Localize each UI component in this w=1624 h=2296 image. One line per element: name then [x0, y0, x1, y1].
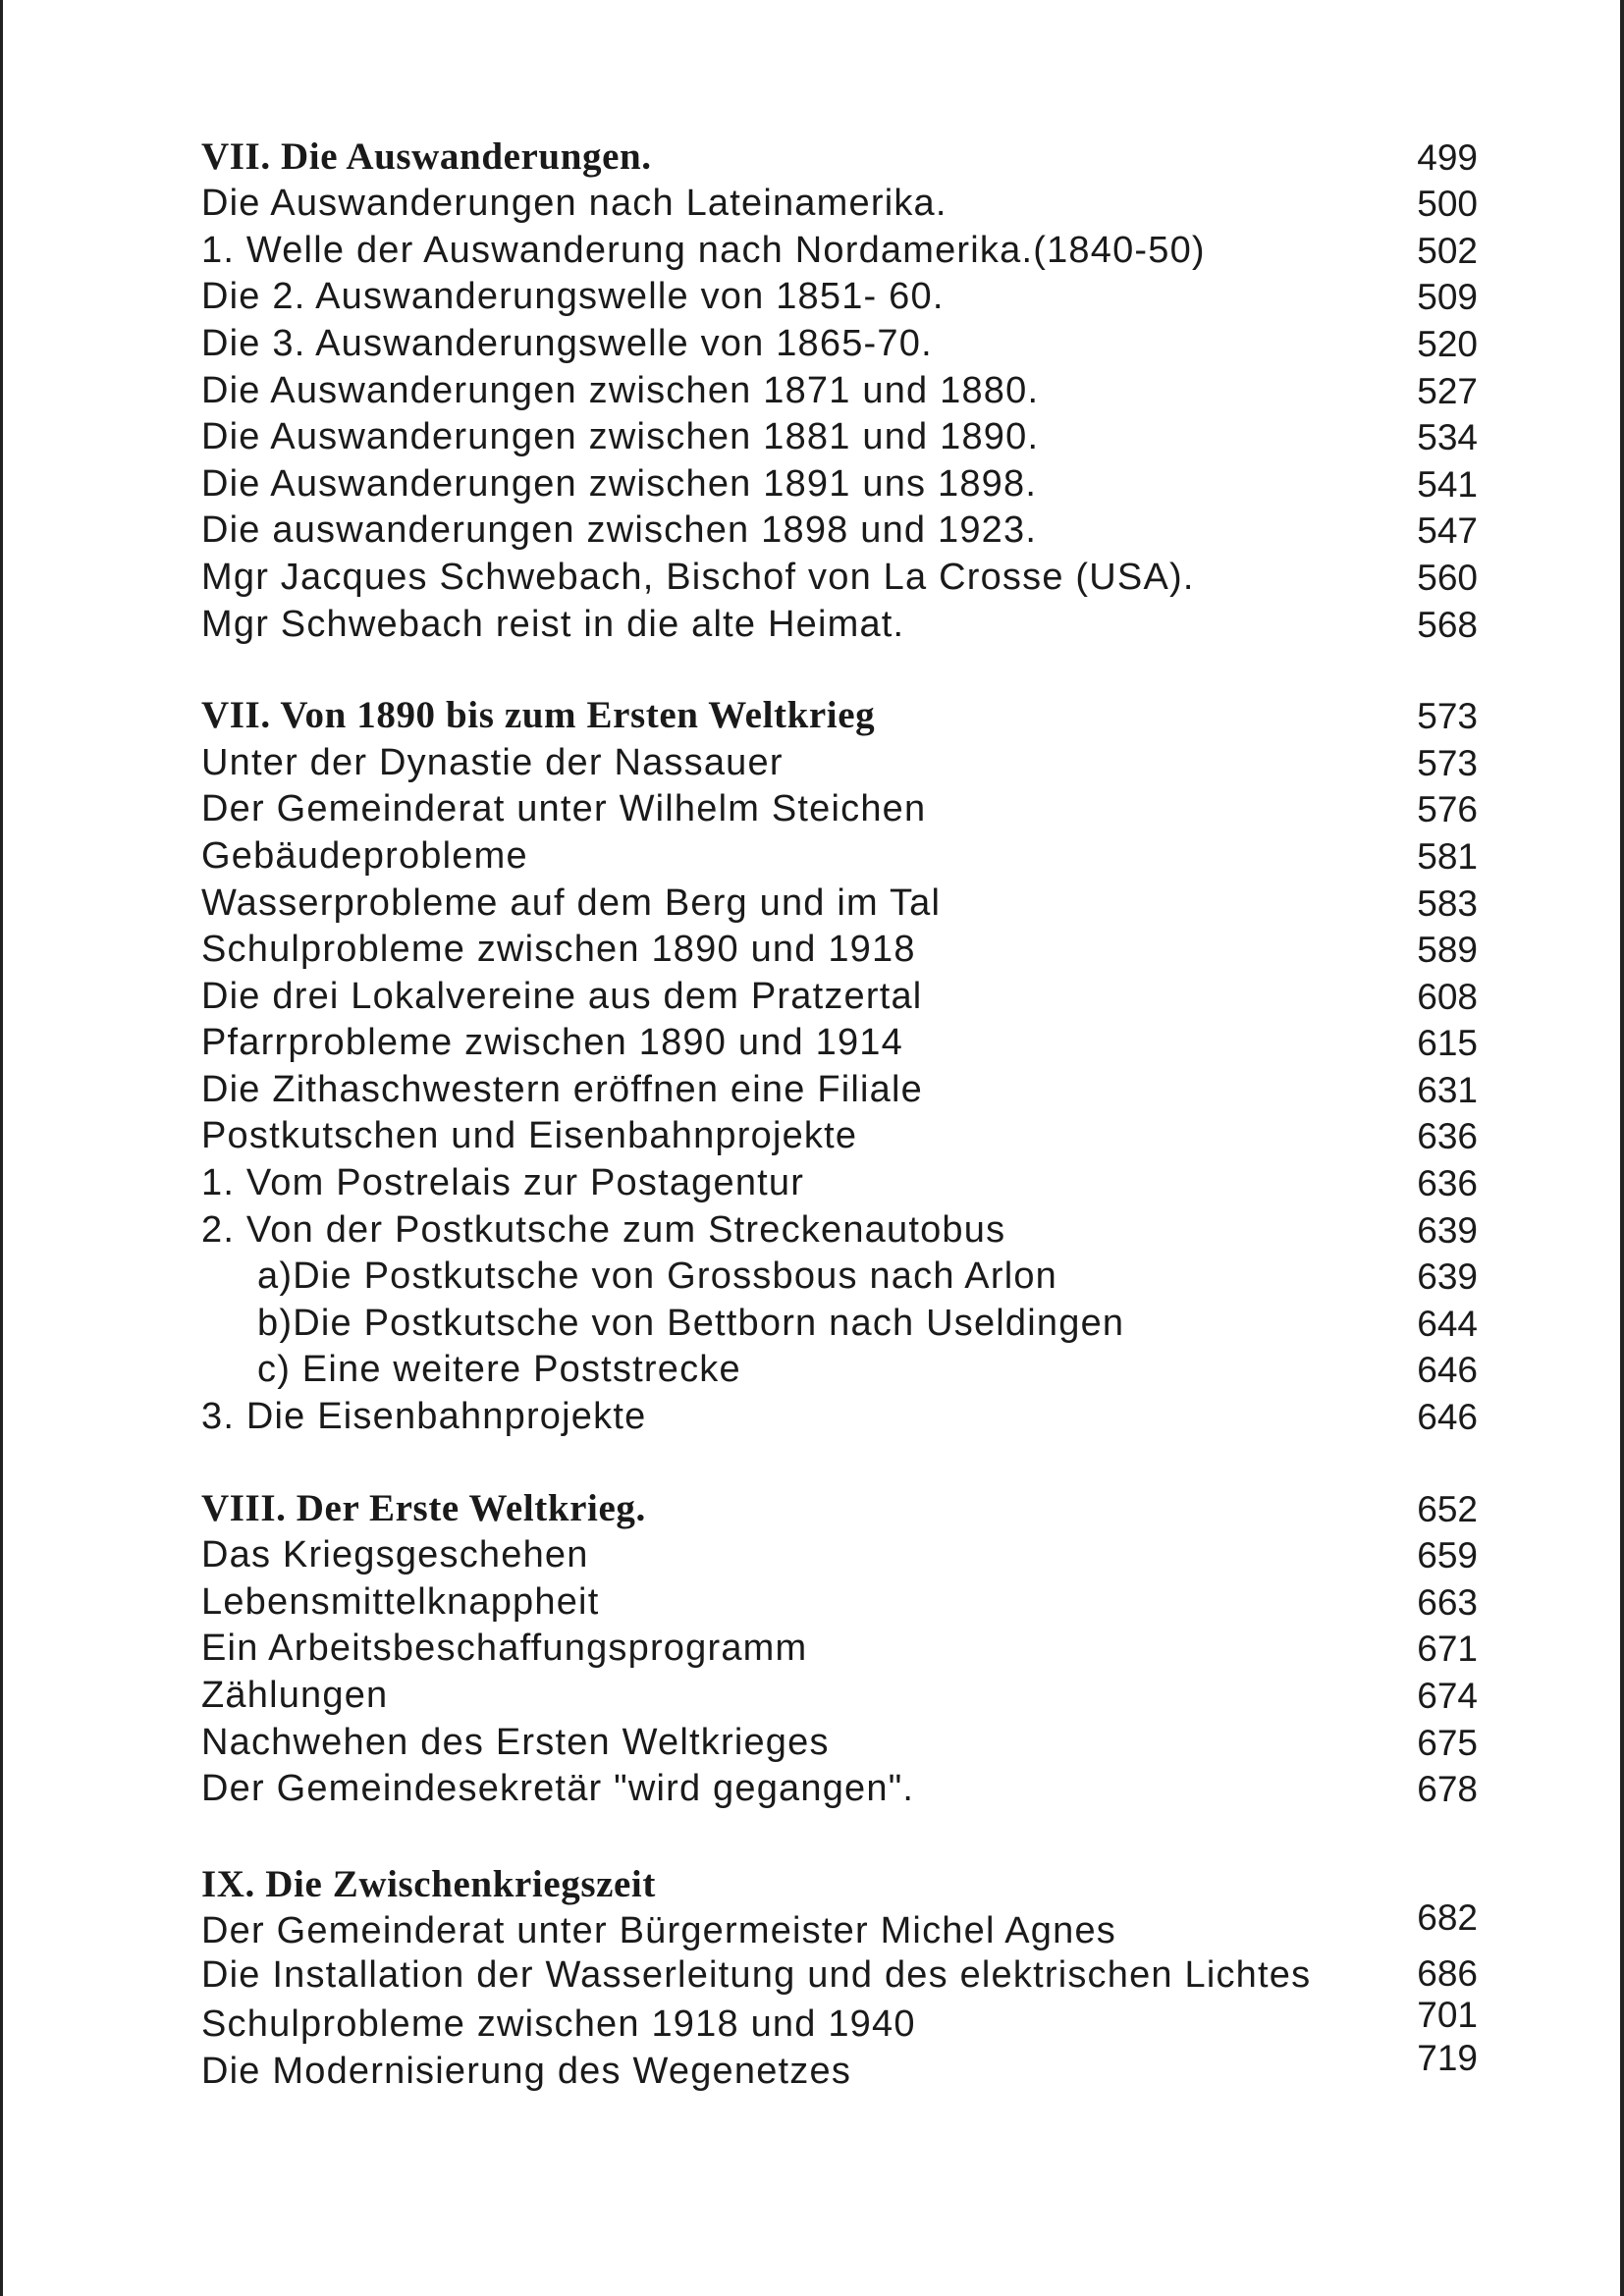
entry-title: Die Modernisierung des Wegenetzes	[201, 2050, 852, 2092]
toc-entry	[201, 1204, 1478, 1252]
toc-entry	[201, 1530, 1478, 1577]
toc-entry	[201, 1576, 1478, 1624]
page-number: 547	[1417, 510, 1478, 552]
entry-title: 1. Vom Postrelais zur Postagentur	[201, 1162, 805, 1204]
toc-entry	[201, 784, 1478, 831]
entry-title: Gebäudeprobleme	[201, 834, 528, 877]
page-number: 663	[1417, 1581, 1478, 1623]
toc-entry	[201, 1018, 1478, 1065]
toc-entry	[201, 318, 1478, 365]
page-number: 608	[1417, 976, 1478, 1017]
page-border-left	[0, 0, 3, 2296]
toc-section	[201, 1859, 1478, 2092]
page-number: 589	[1417, 930, 1478, 971]
page-number: 674	[1417, 1676, 1478, 1716]
entry-title: Mgr Jacques Schwebach, Bischof von La Crosse (USA).	[201, 556, 1195, 598]
toc-entry	[201, 412, 1478, 459]
toc-chapter-heading	[201, 1483, 1478, 1530]
page-number: 499	[1417, 136, 1478, 178]
page-number: 646	[1417, 1397, 1478, 1438]
toc-entry	[201, 971, 1478, 1018]
page-number: 639	[1417, 1209, 1478, 1251]
page-number: 527	[1417, 370, 1478, 411]
page-number: 560	[1417, 557, 1478, 598]
entry-title: 1. Welle der Auswanderung nach Nordamerika.(1840-50)	[201, 229, 1206, 271]
toc-entry	[201, 552, 1478, 599]
page-number: 509	[1417, 277, 1478, 318]
page-number: 644	[1417, 1303, 1478, 1344]
toc-entry	[201, 830, 1478, 878]
page-number: 534	[1417, 417, 1478, 458]
page-number: 652	[1417, 1488, 1478, 1529]
entry-title: Die Auswanderungen nach Lateinamerika.	[201, 183, 947, 225]
entry-title: Mgr Schwebach reist in die alte Heimat.	[201, 603, 905, 645]
toc-chapter-heading	[201, 1859, 1478, 1906]
entry-title: Der Gemeinderat unter Wilhelm Steichen	[201, 788, 927, 830]
toc-section	[201, 691, 1478, 1439]
entry-title: Zählungen	[201, 1675, 389, 1716]
toc-entry	[201, 1624, 1478, 1671]
entry-title: 3. Die Eisenbahnprojekte	[201, 1396, 647, 1438]
toc-entry	[201, 925, 1478, 972]
page-number: 631	[1417, 1069, 1478, 1110]
entry-title: Der Gemeinderat unter Bürgermeister Michel Agnes	[201, 1910, 1116, 1952]
entry-title: Unter der Dynastie der Nassauer	[201, 741, 784, 783]
page-number: 678	[1417, 1769, 1478, 1810]
page-number: 719	[1417, 2037, 1478, 2078]
entry-title: Die 2. Auswanderungswelle von 1851- 60.	[201, 276, 945, 318]
toc-entry	[201, 599, 1478, 646]
entry-title: Wasserprobleme auf dem Berg und im Tal	[201, 881, 942, 924]
chapter-title: VIII. Der Erste Weltkrieg.	[201, 1486, 646, 1529]
entry-title: 2. Von der Postkutsche zum Streckenautobus	[201, 1208, 1006, 1251]
page-number: 636	[1417, 1163, 1478, 1204]
toc-entry	[201, 737, 1478, 784]
entry-title: c) Eine weitere Poststrecke	[257, 1349, 741, 1391]
page-number: 581	[1417, 835, 1478, 877]
toc-entry	[201, 272, 1478, 319]
toc-entry	[201, 506, 1478, 553]
page-number: 500	[1417, 184, 1478, 225]
toc-entry	[201, 1391, 1478, 1438]
page-number: 615	[1417, 1023, 1478, 1064]
toc-entry	[201, 1994, 1478, 2046]
toc-entry	[201, 2037, 1478, 2093]
page-number: 541	[1417, 463, 1478, 505]
entry-title: Postkutschen und Eisenbahnprojekte	[201, 1115, 858, 1157]
page-number: 671	[1417, 1629, 1478, 1670]
entry-title: Die Auswanderungen zwischen 1881 und 1890.	[201, 416, 1040, 458]
entry-title: Die 3. Auswanderungswelle von 1865-70.	[201, 322, 933, 364]
toc-entry	[201, 1157, 1478, 1204]
toc-chapter-heading	[201, 132, 1478, 179]
toc-entry	[201, 1764, 1478, 1811]
toc-entry	[201, 878, 1478, 925]
entry-title: Die drei Lokalvereine aus dem Pratzertal	[201, 975, 923, 1017]
page-number: 576	[1417, 789, 1478, 830]
toc-subentry	[201, 1345, 1478, 1392]
toc-entry	[201, 179, 1478, 226]
page-number: 675	[1417, 1722, 1478, 1763]
page-number: 682	[1417, 1897, 1478, 1939]
table-of-contents	[201, 132, 1478, 2138]
entry-title: Schulprobleme zwischen 1918 und 1940	[201, 2002, 916, 2045]
toc-entry	[201, 458, 1478, 506]
entry-title: Die Zithaschwestern eröffnen eine Filiale	[201, 1068, 923, 1110]
entry-title: Pfarrprobleme zwischen 1890 und 1914	[201, 1022, 903, 1064]
entry-title: Nachwehen des Ersten Weltkrieges	[201, 1721, 830, 1763]
toc-entry	[201, 1717, 1478, 1764]
toc-entry	[201, 1670, 1478, 1717]
page-number: 573	[1417, 696, 1478, 737]
page-number: 520	[1417, 323, 1478, 364]
entry-title: Die auswanderungen zwischen 1898 und 1923.	[201, 509, 1038, 552]
entry-title: Ein Arbeitsbeschaffungsprogramm	[201, 1628, 808, 1670]
toc-subentry	[201, 1298, 1478, 1345]
page-number: 573	[1417, 742, 1478, 783]
page-border-right	[1620, 0, 1624, 2296]
entry-title: Lebensmittelknappheit	[201, 1580, 600, 1623]
page-number: 583	[1417, 882, 1478, 924]
toc-entry	[201, 1952, 1478, 1999]
entry-title: Das Kriegsgeschehen	[201, 1534, 589, 1576]
entry-title: b)Die Postkutsche von Bettborn nach Useldingen	[257, 1302, 1125, 1344]
toc-entry	[201, 1064, 1478, 1111]
entry-title: Die Installation der Wasserleitung und des elektrischen Lichtes	[201, 1954, 1312, 1997]
toc-entry	[201, 365, 1478, 412]
toc-section	[201, 132, 1478, 646]
toc-entry	[201, 1111, 1478, 1158]
page-number: 646	[1417, 1350, 1478, 1391]
toc-entry	[201, 1897, 1478, 1953]
toc-section	[201, 1483, 1478, 1810]
entry-title: a)Die Postkutsche von Grossbous nach Arlon	[257, 1255, 1058, 1298]
page-number: 659	[1417, 1535, 1478, 1576]
entry-title: Schulprobleme zwischen 1890 und 1918	[201, 929, 916, 971]
entry-title: Die Auswanderungen zwischen 1871 und 1880.	[201, 369, 1040, 411]
chapter-title: VII. Von 1890 bis zum Ersten Weltkrieg	[201, 694, 876, 737]
toc-chapter-heading	[201, 691, 1478, 738]
toc-entry	[201, 225, 1478, 272]
page-number: 636	[1417, 1116, 1478, 1157]
toc-subentry	[201, 1252, 1478, 1299]
entry-title: Die Auswanderungen zwischen 1891 uns 1898.	[201, 462, 1038, 505]
page-number: 502	[1417, 230, 1478, 271]
page-number: 568	[1417, 604, 1478, 645]
chapter-title: IX. Die Zwischenkriegszeit	[201, 1862, 656, 1905]
page-number: 639	[1417, 1256, 1478, 1298]
entry-title: Der Gemeindesekretär "wird gegangen".	[201, 1768, 915, 1810]
chapter-title: VII. Die Auswanderungen.	[201, 134, 652, 178]
page-number: 701	[1417, 1994, 1478, 2035]
page-number: 686	[1417, 1953, 1478, 1995]
